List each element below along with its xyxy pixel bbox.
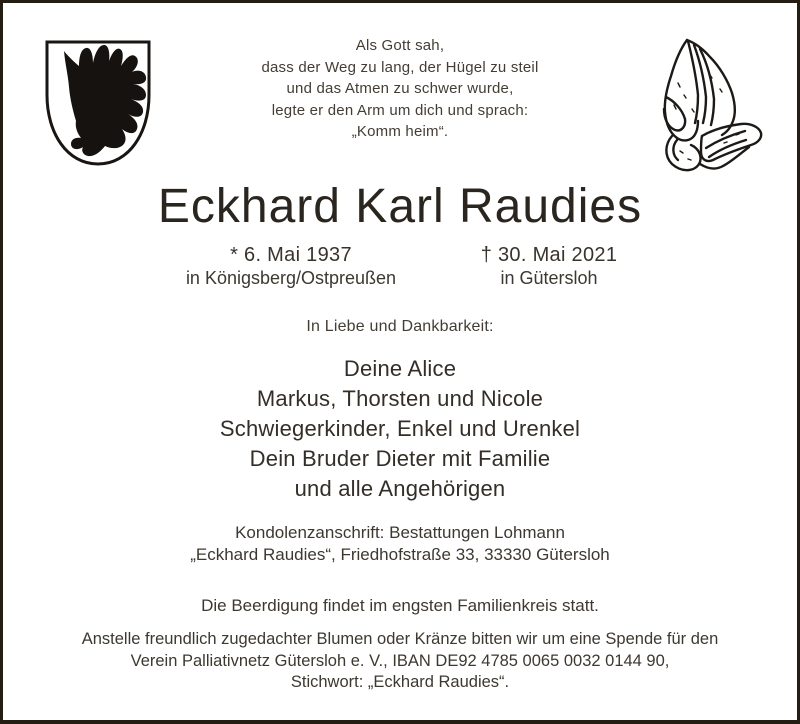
donation-line: Anstelle freundlich zugedachter Blumen oder Kränze bitten wir um eine Spende für den [81, 630, 719, 648]
death-info [429, 244, 669, 288]
death-date: † 30. Mai 2021 [480, 244, 618, 266]
donation-request [3, 629, 797, 694]
birth-info [171, 244, 411, 288]
mourner-line: Deine Alice [343, 356, 457, 381]
birth-place: in Königsberg/Ostpreußen [185, 268, 397, 288]
verse-line: und das Atmen zu schwer wurde, [286, 80, 514, 97]
condolence-address [3, 522, 797, 566]
opening-verse [3, 35, 797, 143]
condolence-line: „Eckhard Raudies“, Friedhofstraße 33, 33330 Gütersloh [190, 545, 610, 564]
life-dates [3, 244, 797, 300]
verse-line: legte er den Arm um dich und sprach: [271, 101, 529, 119]
birth-date: * 6. Mai 1937 [230, 244, 352, 266]
funeral-note: Die Beerdigung findet im engsten Familienkreis statt. [201, 596, 599, 615]
verse-line: „Komm heim“. [351, 123, 449, 140]
mourner-line: Schwiegerkinder, Enkel und Urenkel [219, 416, 581, 441]
deceased-name: Eckhard Karl Raudies [157, 180, 643, 233]
death-place: in Gütersloh [500, 268, 598, 288]
mourners-list [3, 354, 797, 504]
donation-line: Stichwort: „Eckhard Raudies“. [290, 673, 510, 691]
tribute-intro: In Liebe und Dankbarkeit: [306, 318, 494, 335]
mourner-line: Dein Bruder Dieter mit Familie [249, 446, 551, 471]
donation-line: Verein Palliativnetz Gütersloh e. V., IBAN DE92 4785 0065 0032 0144 90, [130, 651, 670, 670]
verse-line: Als Gott sah, [355, 37, 445, 54]
condolence-line: Kondolenzanschrift: Bestattungen Lohmann [235, 523, 565, 542]
mourner-line: Markus, Thorsten und Nicole [256, 386, 544, 411]
mourner-line: und alle Angehörigen [294, 476, 506, 501]
verse-line: dass der Weg zu lang, der Hügel zu steil [261, 58, 539, 76]
